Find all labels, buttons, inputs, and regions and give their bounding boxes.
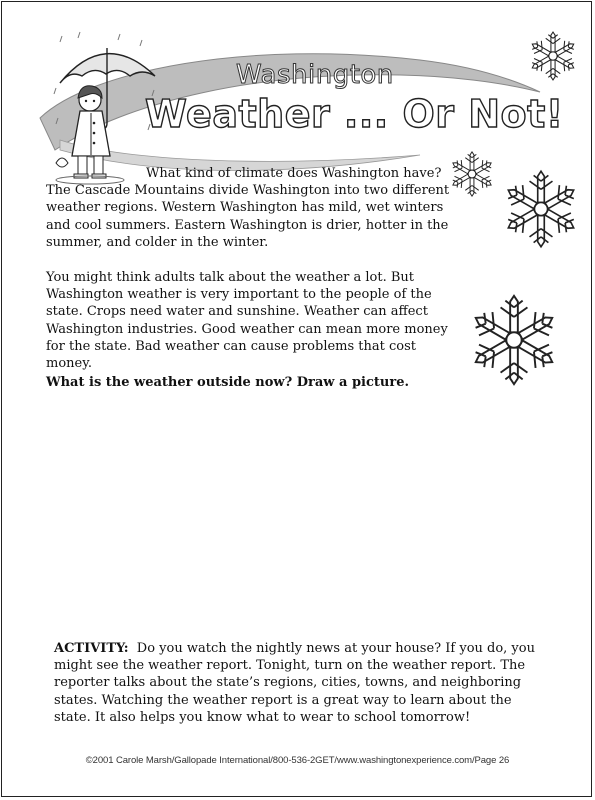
page-footer: ©2001 Carole Marsh/Gallopade International/800-536-2GET/www.washingtonexperience.com/Page 26: [85, 755, 510, 766]
page-title: Weather ... Or Not!: [145, 92, 564, 136]
activity-paragraph: [54, 640, 546, 726]
title-subtitle: Washington: [236, 60, 394, 90]
snowflake-icon: [527, 30, 579, 82]
drawing-area[interactable]: [46, 400, 546, 625]
snowflake-icon: [500, 168, 582, 250]
activity-text: Do you watch the nightly news at your house? If you do, you might see the weather report. Tonight, turn on the weather report. The reporter talks about the state’s regions, cities, towns, and neighboring states. Watching the weather report is a great way to learn about the state. It also helps you know what to wear to school tomorrow!: [54, 641, 535, 725]
snowflake-icon: [466, 292, 562, 388]
drawing-prompt: What is the weather outside now? Draw a picture.: [46, 375, 410, 390]
paragraph-climate: What kind of climate does Washington have? The Cascade Mountains divide Washington into two different weather regions. Western Washington has mild, wet winters and cool summers. Eastern Washington is drier, hotter in the summer, and colder in the winter.: [46, 166, 450, 250]
paragraph-importance: You might think adults talk about the weather a lot. But Washington weather is very important to the people of the state. Crops need water and sunshine. Weather can affect Washington industries. Good weather can mean more money for the state. Bad weather can cause problems that cost money.: [46, 270, 448, 372]
activity-label: ACTIVITY:: [54, 641, 129, 656]
